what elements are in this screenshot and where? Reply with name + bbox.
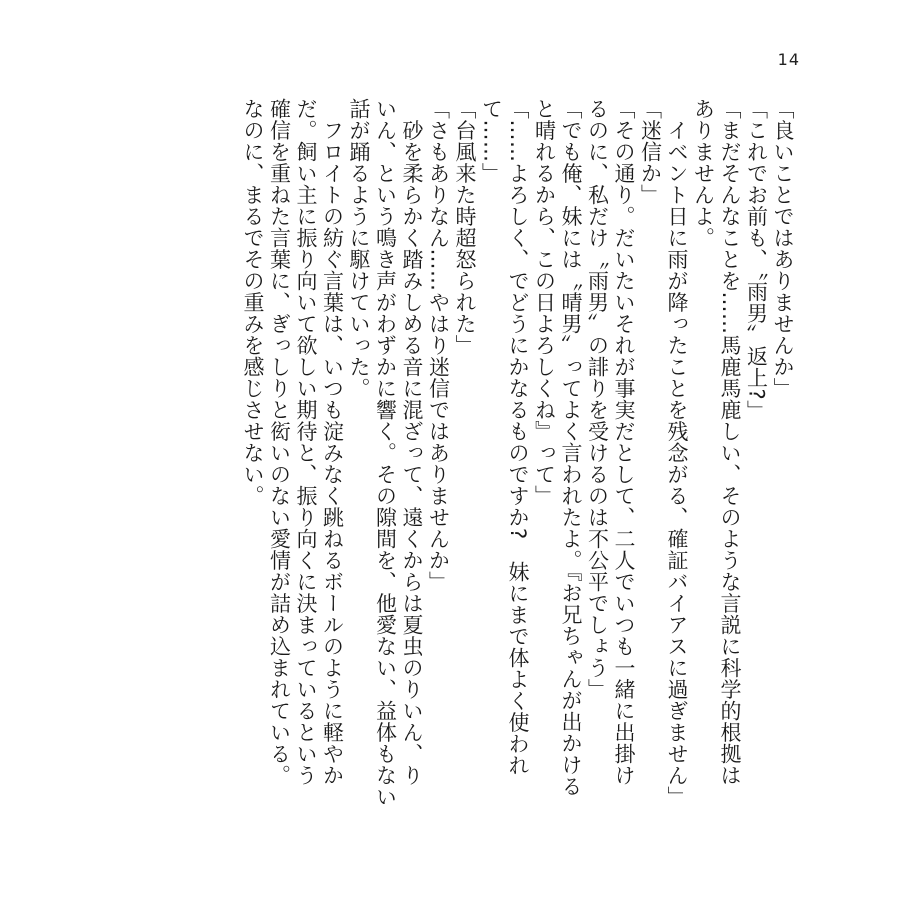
text-line-21: なのに、まるでその重みを感じさせない。 (241, 98, 265, 507)
text-line-13: 「台風来た時超怒られた」 (453, 98, 477, 356)
text-line-6: 「迷信か」 (638, 98, 663, 206)
text-line-14: 「さもありなん……やはり迷信ではありませんか」 (426, 98, 451, 593)
text-line-12: て……」 (479, 98, 504, 184)
text-line-3: 「まだそんなことを……馬鹿馬鹿しい、そのような言説に科学的根拠は (718, 98, 742, 786)
text-line-4: ありませんよ。 (691, 98, 716, 249)
text-line-2: 「これでお前も、〝雨男〟返上?」 (744, 98, 769, 422)
text-line-9: 「でも俺、妹には〝晴男〟ってよく言われたよ。『お兄ちゃんが出かける (559, 98, 583, 797)
text-line-5: イベント日に雨が降ったことを残念がる、確証バイアスに過ぎません」 (665, 98, 689, 808)
text-line-20: 確信を重ねた言葉に、ぎっしりと衒いのない愛情が詰め込まれている。 (267, 98, 292, 786)
text-line-18: フロイトの紡ぐ言葉は、いつも淀みなく跳ねるボールのように軽やか (320, 98, 345, 786)
text-line-10: と晴れるから、この日よろしくね』って」 (532, 98, 557, 507)
page-number: 14 (777, 50, 800, 69)
text-line-19: だ。飼い主に振り向いて欲しい期待と、振り向くに決まっているという (294, 98, 318, 786)
text-line-16: いん、という鳴き声がわずかに響く。その隙間を、他愛ない、益体もない (373, 98, 398, 808)
text-line-11: 「……よろしく、でどうにかなるものですか? 妹にまで体よく使われ (506, 98, 530, 777)
novel-text-block (240, 98, 797, 818)
text-line-8: るのに、私だけ〝雨男〟の誹りを受けるのは不公平でしょう」 (585, 98, 610, 700)
text-line-7: 「その通り。だいたいそれが事実だとして、二人でいつも一緒に出掛け (612, 98, 636, 786)
text-line-1: 「良いことではありませんか」 (771, 98, 795, 399)
text-line-17: 話が踊るように駆けていった。 (347, 98, 371, 399)
text-line-15: 砂を柔らかく踏みしめる音に混ざって、遠くからは夏虫のりいん、り (400, 98, 424, 786)
